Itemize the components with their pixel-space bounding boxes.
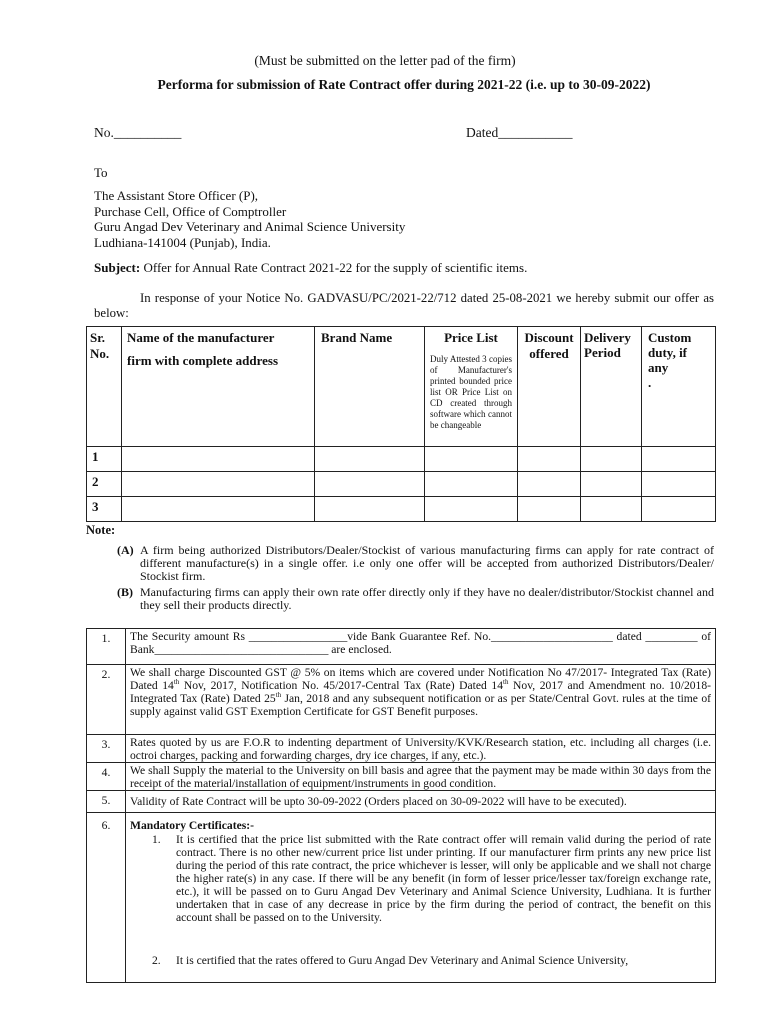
cell-empty bbox=[518, 497, 581, 522]
cell-empty bbox=[425, 447, 518, 472]
term-text-part: Nov, 2017, Notification No. 45/2017-Central Tax (Rate) Dated 14 bbox=[179, 679, 504, 692]
table-row bbox=[87, 447, 716, 472]
col-price-list bbox=[425, 327, 518, 447]
term-row bbox=[87, 735, 716, 763]
col-custom-title: Custom duty, if any bbox=[648, 330, 692, 375]
col-custom-duty bbox=[642, 327, 716, 447]
terms-table bbox=[86, 628, 716, 983]
col-delivery: Delivery Period bbox=[581, 327, 642, 447]
term-number: 5. bbox=[87, 791, 126, 813]
term-text bbox=[126, 665, 716, 735]
certificate-item bbox=[130, 954, 711, 967]
note-a-text: A firm being authorized Distributors/Dealer/Stockist of various manufacturing firms can apply for rate contract of different manufacture(s) in a single offer. i.e only one offer will be accepted from authorized Distributors/Dealer/ Stockist firm. bbox=[140, 543, 714, 583]
page-title: Performa for submission of Rate Contract offer during 2021-22 (i.e. up to 30-09-2022) bbox=[157, 77, 651, 92]
address-line: The Assistant Store Officer (P), bbox=[94, 188, 259, 203]
term-row bbox=[87, 665, 716, 735]
note-b-text: Manufacturing firms can apply their own rate offer directly only if they have no dealer/distributor/Stockist channel and they sell their products directly. bbox=[140, 585, 714, 612]
term-row bbox=[87, 763, 716, 791]
cell-empty bbox=[642, 472, 716, 497]
address-line: Guru Angad Dev Veterinary and Animal Science University bbox=[94, 219, 406, 234]
col-manufacturer bbox=[122, 327, 315, 447]
term-text: We shall Supply the material to the University on bill basis and agree that the payment may be made within 30 days from the receipt of the material/installation of equipment/instruments in good condition. bbox=[126, 763, 716, 791]
term-text: Validity of Rate Contract will be upto 30-09-2022 (Orders placed on 30-09-2022 will have to be executed). bbox=[126, 791, 716, 813]
address-to: To bbox=[94, 165, 108, 180]
term-text-part: Nov, 2017 and Amendment no. 10/2018- Integrated Tax (Rate) Dated 25 bbox=[130, 679, 711, 705]
term-number: 6. bbox=[87, 813, 126, 983]
mandatory-certificates bbox=[126, 813, 716, 983]
address-line: Ludhiana-141004 (Punjab), India. bbox=[94, 234, 271, 250]
subject-line bbox=[94, 260, 527, 276]
intro-paragraph: In response of your Notice No. GADVASU/PC/2021-22/712 dated 25-08-2021 we hereby submit our offer as below: bbox=[94, 291, 714, 320]
cell-empty bbox=[642, 447, 716, 472]
ref-number: No.__________ bbox=[94, 125, 182, 140]
cell-empty bbox=[122, 447, 315, 472]
col-custom-dot: . bbox=[648, 375, 652, 390]
cell-empty bbox=[315, 497, 425, 522]
note-label: Note: bbox=[86, 523, 116, 537]
cell-empty bbox=[518, 472, 581, 497]
term-text-part: We shall charge Discounted GST @ 5% on items which are covered under Notification No 47/2017- Integrated Tax (Rate) Dated 14 bbox=[130, 666, 711, 692]
term-text: Rates quoted by us are F.O.R to indenting department of University/KVK/Research station, etc. including all charges (i.e. octroi charges, packing and forwarding charges, dry ice charges, if any, etc.). bbox=[126, 735, 716, 763]
note-b bbox=[117, 586, 714, 612]
cell-empty bbox=[425, 497, 518, 522]
cell-empty bbox=[581, 447, 642, 472]
term-sup: th bbox=[173, 678, 180, 687]
certificate-list bbox=[130, 833, 711, 967]
offer-table bbox=[86, 326, 716, 522]
subject-text: Offer for Annual Rate Contract 2021-22 for the supply of scientific items. bbox=[140, 260, 528, 275]
term-number: 2. bbox=[87, 665, 126, 735]
row-number: 2 bbox=[87, 472, 122, 497]
row-number: 1 bbox=[87, 447, 122, 472]
term-sup: th bbox=[275, 691, 282, 700]
mandatory-certificates-title: Mandatory Certificates:- bbox=[130, 819, 254, 832]
certificate-text: It is certified that the price list submitted with the Rate contract offer will remain valid during the period of rate contract. There is no other new/current price list under printing. If our manufacturer firm prints any new price list during the period of this rate contract, the price whichever is lesser, will only be applicable and we shall not charge the higher rate(s) in any case. If there will be any benefit (in form of lesser price/lesser tax/foreign exchange rate, etc.), it will be passed on to Guru Angad Dev Veterinary and Animal Science University, Ludhiana. It is further undertaken that in case of any decrease in price by the firm during the period of contract, the benefit on this account shall be passed on to the University. bbox=[176, 833, 711, 924]
certificate-number: 1. bbox=[152, 833, 161, 846]
col-manufacturer-line2: firm with complete address bbox=[127, 353, 279, 368]
recipient-address bbox=[94, 188, 405, 250]
certificate-number: 2. bbox=[152, 954, 161, 967]
col-manufacturer-line1: Name of the manufacturer bbox=[127, 330, 275, 345]
certificate-item bbox=[130, 833, 711, 924]
offer-table-header bbox=[87, 327, 716, 447]
term-text: The Security amount Rs _________________vide Bank Guarantee Ref. No._____________________ dated _________ of Bank______________________________ are enclosed. bbox=[126, 629, 716, 665]
col-price-title: Price List bbox=[444, 330, 498, 345]
row-number: 3 bbox=[87, 497, 122, 522]
term-text-part: Jan, 2018 and any subsequent notification or as per State/Central Govt. rules at the time of supply against valid GST Exemption Certificate for GST Benefit purposes. bbox=[130, 692, 711, 718]
col-price-note: Duly Attested 3 copies of Manufacturer's printed bounded price list OR Price List on CD created through software which cannot be changeable bbox=[430, 354, 512, 430]
address-line: Purchase Cell, Office of Comptroller bbox=[94, 203, 287, 219]
note-b-label: (B) bbox=[117, 585, 133, 599]
term-number: 1. bbox=[87, 629, 126, 665]
cell-empty bbox=[581, 472, 642, 497]
term-row bbox=[87, 791, 716, 813]
cell-empty bbox=[122, 497, 315, 522]
table-row bbox=[87, 497, 716, 522]
term-sup: th bbox=[503, 678, 509, 687]
cell-empty bbox=[642, 497, 716, 522]
ref-date: Dated___________ bbox=[466, 125, 573, 140]
table-row bbox=[87, 472, 716, 497]
term-number: 4. bbox=[87, 763, 126, 791]
term-number: 3. bbox=[87, 735, 126, 763]
submission-note: (Must be submitted on the letter pad of the firm) bbox=[254, 53, 516, 68]
note-a bbox=[117, 544, 714, 583]
cell-empty bbox=[518, 447, 581, 472]
cell-empty bbox=[581, 497, 642, 522]
cell-empty bbox=[315, 472, 425, 497]
col-discount: Discount offered bbox=[518, 327, 581, 447]
cell-empty bbox=[315, 447, 425, 472]
subject-label: Subject: bbox=[94, 260, 141, 275]
certificate-text: It is certified that the rates offered to Guru Angad Dev Veterinary and Animal Science University, bbox=[176, 954, 629, 967]
col-brand: Brand Name bbox=[315, 327, 425, 447]
note-a-label: (A) bbox=[117, 543, 134, 557]
cell-empty bbox=[122, 472, 315, 497]
col-sr-no: Sr. No. bbox=[87, 327, 122, 447]
term-row bbox=[87, 813, 716, 983]
term-row bbox=[87, 629, 716, 665]
cell-empty bbox=[425, 472, 518, 497]
